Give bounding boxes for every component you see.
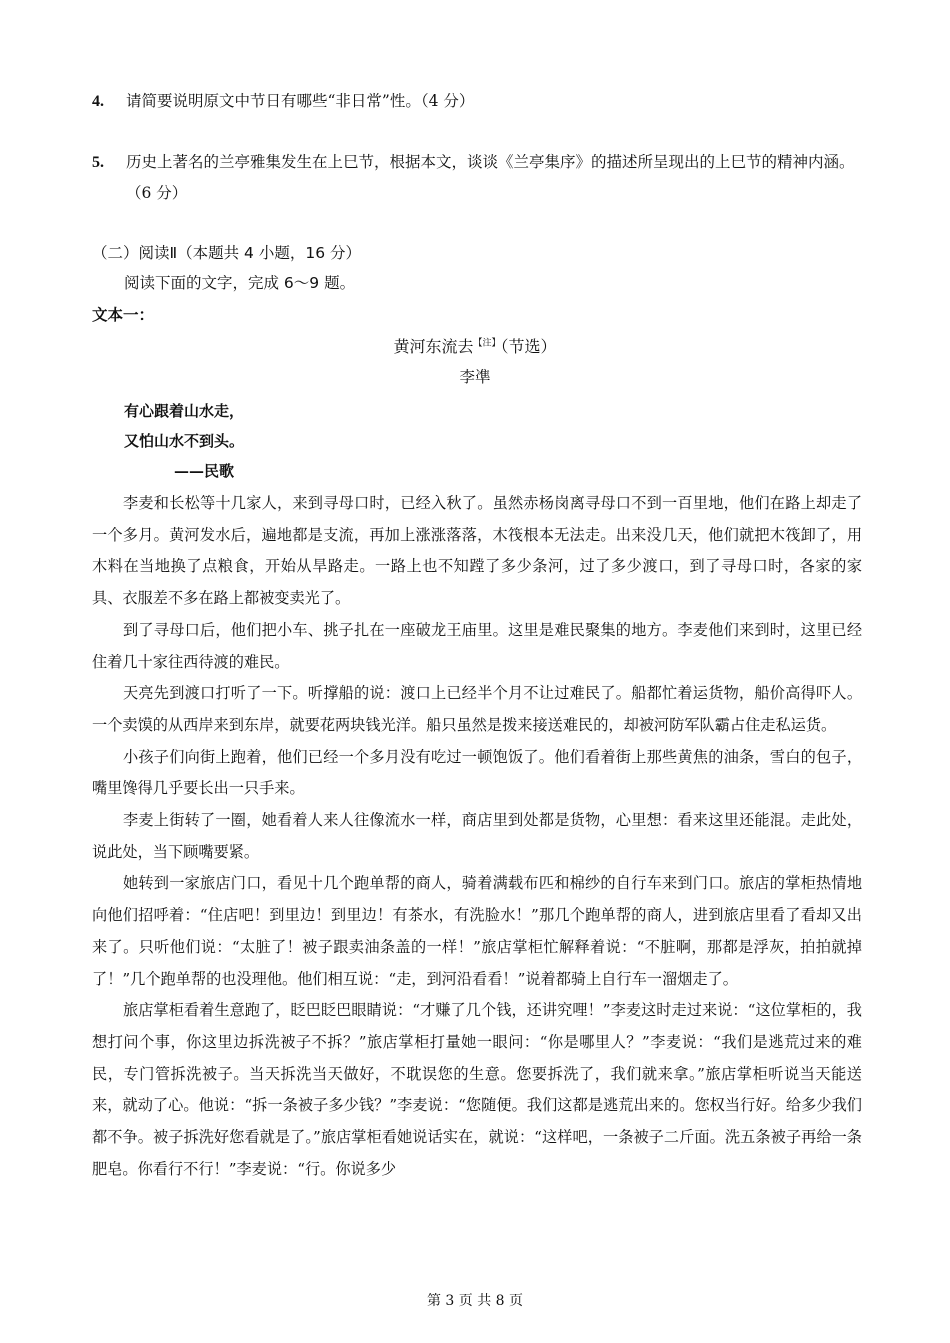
text-label: 文本一： <box>92 306 155 324</box>
article-title <box>0 334 950 357</box>
page-footer: 第 3 页 共 8 页 <box>426 1293 524 1309</box>
question-number: 4. <box>92 93 104 110</box>
question-number: 5. <box>92 154 104 171</box>
paragraph: 她转到一家旅店门口，看见十几个跑单帮的商人，骑着满载布匹和棉纱的自行车来到门口。旅店的掌柜热情地向他们招呼着：“住店吧！到里边！到里边！有茶水，有洗脸水！”那几个跑单帮的商人，进到旅店里看了看却又出来了。只听他们说：“太脏了！被子跟卖油条盖的一样！”旅店掌柜忙解释着说：“不脏啊，那都是浮灰，拍拍就掉了！”几个跑单帮的也没理他。他们相互说：“走，到河沿看看！”说着都骑上自行车一溜烟走了。 <box>92 874 862 988</box>
paragraph: 李麦和长松等十几家人，来到寻母口时，已经入秋了。虽然赤杨岗离寻母口不到一百里地，他们在路上却走了一个多月。黄河发水后，遍地都是支流，再加上涨涨落落，木筏根本无法走。出来没几天，他们就把木筏卸了，用木料在当地换了点粮食，开始从旱路走。一路上也不知蹚了多少条河，过了多少渡口，到了寻母口时，各家的家具、衣服差不多在路上都被变卖光了。 <box>92 494 862 608</box>
epigraph-source: ——民歌 <box>174 462 235 480</box>
title-text: 黄河东流去 <box>393 337 474 356</box>
title-subtitle: （节选） <box>500 337 557 356</box>
title-note: 【注】 <box>473 338 501 349</box>
question-text: 历史上著名的兰亭雅集发生在上巳节，根据本文，谈谈《兰亭集序》的描述所呈现出的上巳节的精神内涵。（6 分） <box>126 153 855 202</box>
paragraph: 旅店掌柜看着生意跑了，眨巴眨巴眼睛说：“才赚了几个钱，还讲究哩！”李麦这时走过来说：“这位掌柜的，我想打问个事，你这里边拆洗被子不拆？”旅店掌柜打量她一眼问：“你是哪里人？”李麦说：“我们是逃荒过来的难民，专门管拆洗被子。当天拆洗当天做好，不耽误您的生意。您要拆洗了，我们就来拿。”旅店掌柜听说当天能送来，就动了心。他说：“拆一条被子多少钱？”李麦说：“您随便。我们这都是逃荒出来的。您权当行好。给多少我们都不争。被子拆洗好您看就是了。”旅店掌柜看她说话实在，就说：“这样吧，一条被子二斤面。洗五条被子再给一条肥皂。你看行不行！”李麦说：“行。你说多少 <box>92 1001 862 1178</box>
section-instruction: 阅读下面的文字，完成 6～9 题。 <box>124 274 356 292</box>
paragraph: 到了寻母口后，他们把小车、挑子扎在一座破龙王庙里。这里是难民聚集的地方。李麦他们来到时，这里已经住着几十家往西待渡的难民。 <box>92 620 862 671</box>
epigraph <box>124 396 244 486</box>
question-text: 请简要说明原文中节日有哪些“非日常”性。（4 分） <box>126 92 475 110</box>
paragraph: 天亮先到渡口打听了一下。听撑船的说：渡口上已经半个月不让过难民了。船都忙着运货物，船价高得吓人。一个卖馍的从西岸来到东岸，就要花两块钱光洋。船只虽然是拨来接送难民的，却被河防军队霸占住走私运货。 <box>92 684 862 734</box>
article-body <box>92 488 862 1185</box>
article-author: 李凖 <box>459 368 491 386</box>
section-heading: （二）阅读Ⅱ（本题共 4 小题，16 分） <box>92 244 361 262</box>
question-4 <box>92 86 872 117</box>
paragraph: 李麦上街转了一圈，她看着人来人往像流水一样，商店里到处都是货物，心里想：看来这里还能混。走此处，说此处，当下顾嘴要紧。 <box>92 811 862 861</box>
epigraph-line: 有心跟着山水走， <box>124 402 245 420</box>
epigraph-line: 又怕山水不到头。 <box>124 432 245 450</box>
question-5 <box>92 147 872 209</box>
paragraph: 小孩子们向街上跑着，他们已经一个多月没有吃过一顿饱饭了。他们看着街上那些黄焦的油条，雪白的包子，嘴里馋得几乎要长出一只手来。 <box>92 747 862 798</box>
